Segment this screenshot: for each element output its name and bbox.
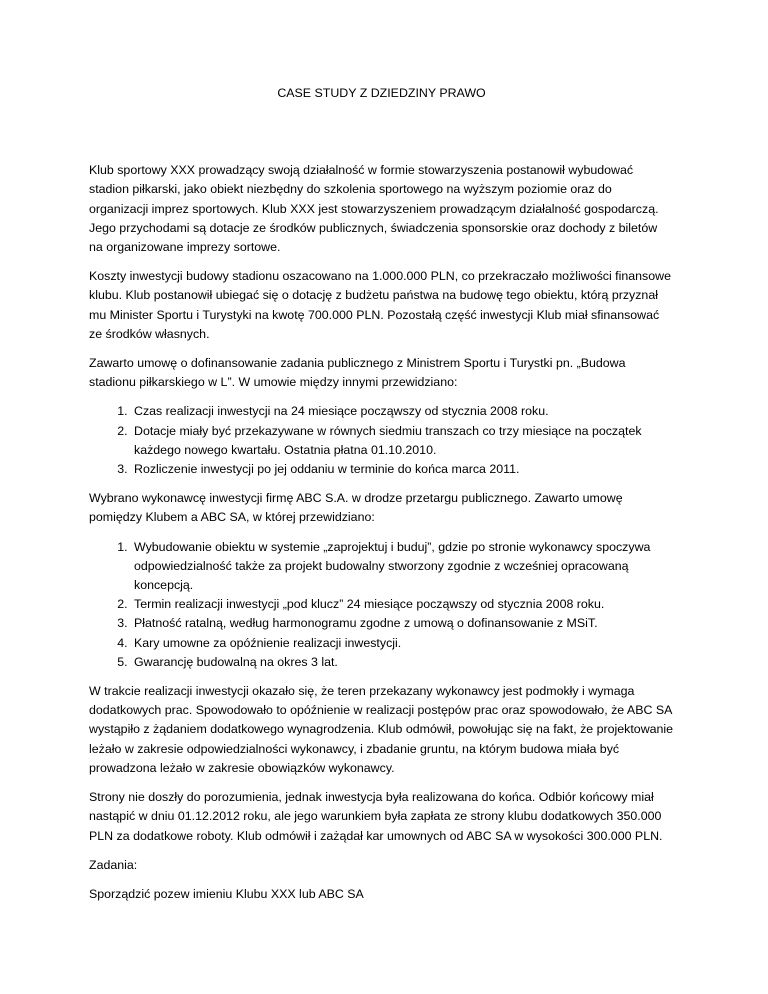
paragraph-contractor: Wybrano wykonawcę inwestycji firmę ABC S.A. w drodze przetargu publicznego. Zawarto umowę pomiędzy Klubem a ABC SA, w której przewidziano:	[89, 491, 623, 525]
paragraph-outcome: Strony nie doszły do porozumienia, jednak inwestycja była realizowana do końca. Odbiór końcowy miał nastąpić w dniu 01.12.2012 roku, ale jego warunkiem była zapłata ze strony klubu dodatkowych 350.000 PLN za dodatkowe roboty. Klub odmówił i zażądał kar umownych od ABC SA w wysokości 300.000 PLN.	[89, 790, 663, 843]
list-item: 3. Rozliczenie inwestycji po jej oddaniu w terminie do końca marca 2011.	[131, 460, 674, 479]
paragraph-dispute: W trakcie realizacji inwestycji okazało się, że teren przekazany wykonawcy jest podmokły i wymaga dodatkowych prac. Spowodowało to opóźnienie w realizacji postępów prac oraz spowodowało, że ABC SA wystąpiło z żądaniem dodatkowego wynagrodzenia. Klub odmówił, powołując się na fakt, że projektowanie leżało w zakresie odpowiedzialności wykonawcy, i zbadanie gruntu, na którym budowa miała być prowadzona leżało w zakresie obowiązków wykonawcy.	[89, 684, 674, 775]
paragraph-costs: Koszty inwestycji budowy stadionu oszacowano na 1.000.000 PLN, co przekraczało możliwości finansowe klubu. Klub postanowił ubiegać się o dotację z budżetu państwa na budowę tego obiektu, którą przyznał mu Minister Sportu i Turystyki na kwotę 700.000 PLN. Pozostałą część inwestycji Klub miał sfinansować ze środków własnych.	[89, 269, 671, 341]
document-title: CASE STUDY Z DZIEDZINY PRAWO	[277, 86, 486, 100]
agreement-terms-list	[89, 402, 674, 479]
list-item: 4. Kary umowne za opóźnienie realizacji inwestycji.	[131, 634, 674, 653]
contract-terms-list	[89, 538, 674, 672]
list-item: 5. Gwarancję budowalną na okres 3 lat.	[131, 653, 674, 672]
task-text: Sporządzić pozew imieniu Klubu XXX lub ABC SA	[89, 886, 364, 901]
list-item: 1. Czas realizacji inwestycji na 24 miesiące począwszy od stycznia 2008 roku.	[131, 402, 674, 421]
paragraph-intro: Klub sportowy XXX prowadzący swoją działalność w formie stowarzyszenia postanowił wybudować stadion piłkarski, jako obiekt niezbędny do szkolenia sportowego na wyższym poziomie oraz do organizacji imprez sportowych. Klub XXX jest stowarzyszeniem prowadzącym działalność gospodarczą. Jego przychodami są dotacje ze środków publicznych, świadczenia sponsorskie oraz dochody z biletów na organizowane imprezy sortowe.	[89, 163, 659, 255]
list-item: 1. Wybudowanie obiektu w systemie „zaprojektuj i buduj”, gdzie po stronie wykonawcy spoczywa odpowiedzialność także za projekt budowalny stworzony zgodnie z wcześniej opracowaną koncepcją.	[131, 538, 674, 596]
list-item: 2. Termin realizacji inwestycji „pod klucz” 24 miesiące począwszy od stycznia 2008 roku.	[131, 595, 674, 614]
paragraph-agreement: Zawarto umowę o dofinansowanie zadania publicznego z Ministrem Sportu i Turystki pn. „Budowa stadionu piłkarskiego w L”. W umowie między innymi przewidziano:	[89, 356, 626, 390]
list-item: 3. Płatność ratalną, według harmonogramu zgodne z umową o dofinansowanie z MSiT.	[131, 614, 674, 633]
list-item: 2. Dotacje miały być przekazywane w równych siedmiu transzach co trzy miesiące na początek każdego nowego kwartału. Ostatnia płatna 01.10.2010.	[131, 422, 674, 460]
tasks-label: Zadania:	[89, 857, 138, 872]
